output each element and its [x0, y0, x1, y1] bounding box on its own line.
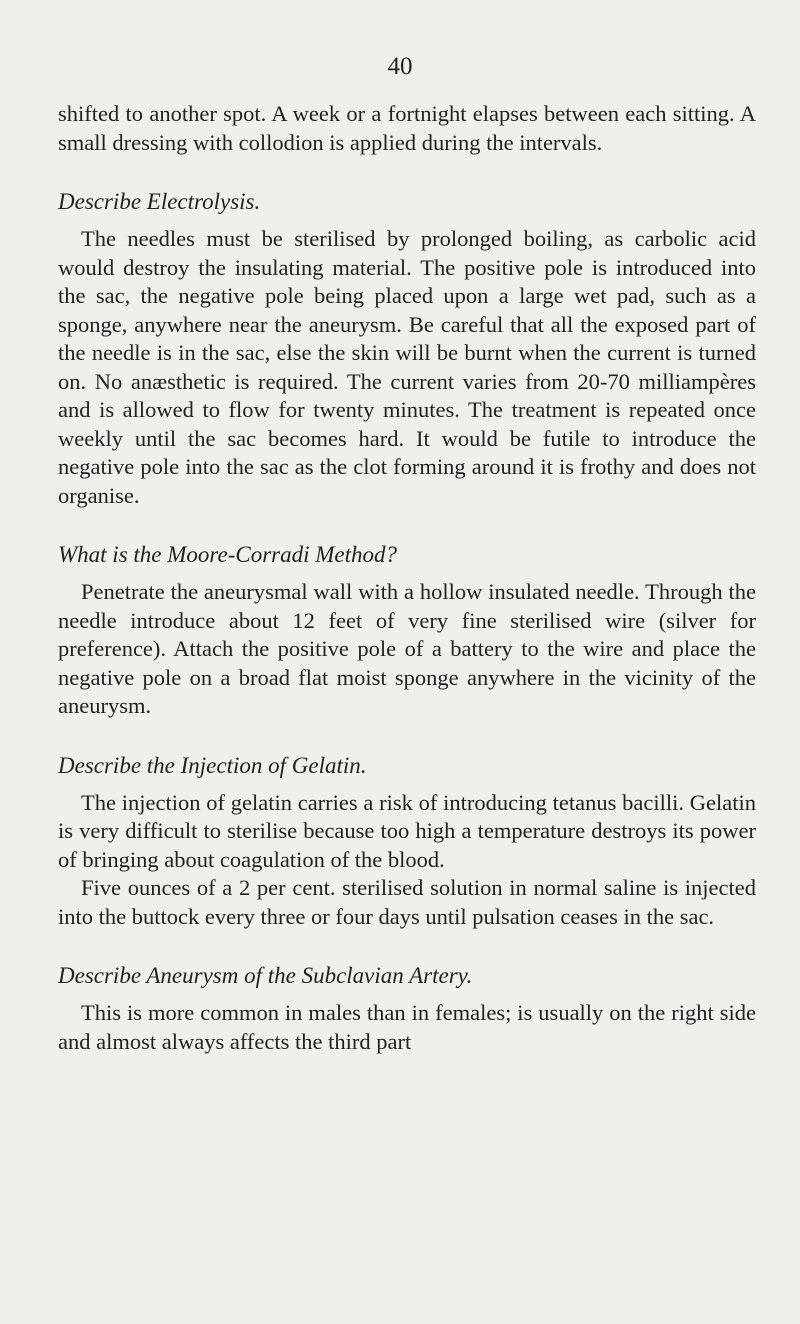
paragraph-electrolysis: The needles must be sterilised by prolonged boiling, as carbolic acid would destroy the insulating material. The positive pole is introduced into the sac, the negative pole being placed upon a large wet pad, such as a sponge, anywhere near the aneurysm. Be careful that all the exposed part of the needle is in the sac, else the skin will be burnt when the current is turned on. No anæsthetic is required. The current varies from 20-70 milliampères and is allowed to flow for twenty minutes. The treatment is repeated once weekly until the sac becomes hard. It would be futile to introduce the negative pole into the sac as the clot forming around it is frothy and does not organise.: [58, 226, 756, 508]
heading-moore-corradi-method: What is the Moore-Corradi Method?: [58, 542, 398, 567]
heading-injection-of-gelatin: Describe the Injection of Gelatin.: [58, 752, 367, 778]
heading-subclavian-aneurysm: Describe Aneurysm of the Subclavian Artery.: [58, 963, 473, 988]
paragraph-gelatin-dose: Five ounces of a 2 per cent. sterilised solution in normal saline is injected into the buttock every three or four days until pulsation ceases in the sac.: [58, 875, 756, 929]
paragraph-electrolysis-intervals: shifted to another spot. A week or a fortnight elapses between each sitting. A small dressing with collodion is applied during the intervals.: [58, 101, 756, 155]
paragraph-gelatin-risk: The injection of gelatin carries a risk of introducing tetanus bacilli. Gelatin is very difficult to sterilise because too high a temperature destroys its power of bringing about coagulation of the blood.: [58, 789, 756, 872]
paragraph-subclavian: This is more common in males than in females; is usually on the right side and almost always affects the third part: [58, 1000, 756, 1054]
paragraph-moore-corradi: Penetrate the aneurysmal wall with a hollow insulated needle. Through the needle introduce about 12 feet of very fine sterilised wire (silver for preference). Attach the positive pole of a battery to the wire and place the negative pole on a broad flat moist sponge anywhere in the vicinity of the aneurysm.: [58, 579, 756, 718]
page-number: 40: [387, 53, 413, 80]
page-body: [58, 100, 756, 1056]
heading-describe-electrolysis: Describe Electrolysis.: [58, 189, 261, 214]
